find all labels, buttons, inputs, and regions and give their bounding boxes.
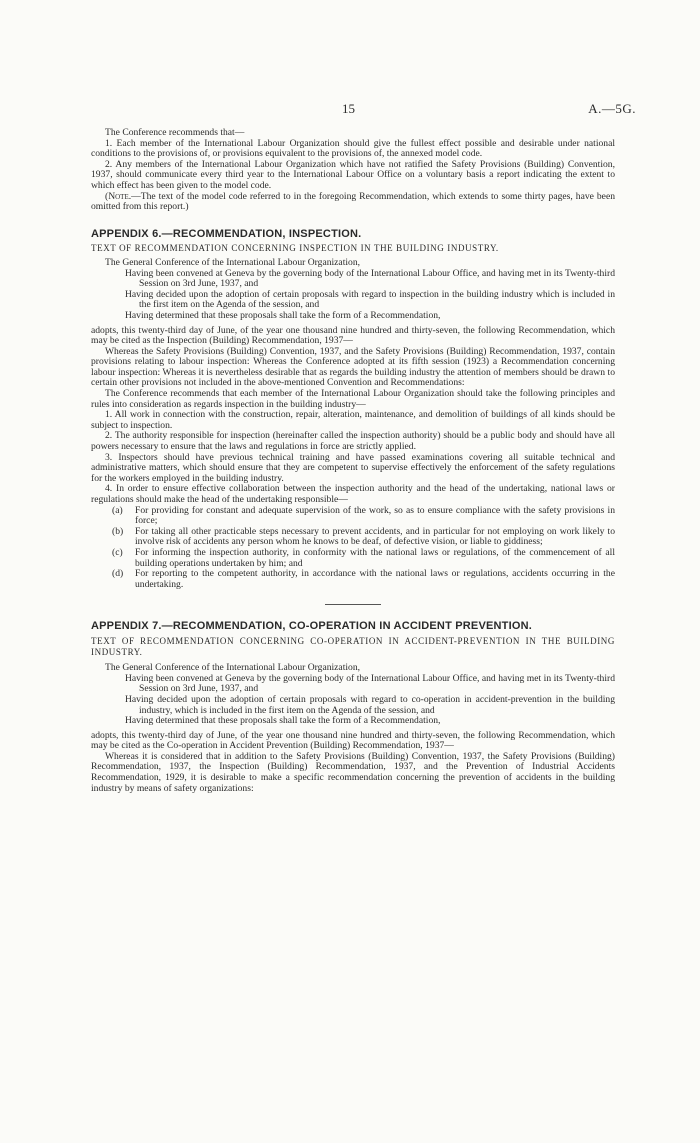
numbered-paragraph: 2. The authority responsible for inspection (hereinafter called the inspection authority) should be a public body and should have all powers necessary to ensure that the laws and regulations in force are strictly applied. <box>91 430 615 453</box>
page-body <box>91 128 615 794</box>
list-item <box>91 506 615 527</box>
page-header <box>0 101 700 117</box>
list-item <box>91 569 615 590</box>
preamble-paragraph: Having decided upon the adoption of certain proposals with regard to inspection in the building industry which is included in the first item on the Agenda of the session, and <box>125 288 615 311</box>
body-paragraph: The Conference recommends that each member of the International Labour Organization should take the following principles and rules into consideration as regards inspection in the building industry— <box>91 388 615 410</box>
numbered-paragraph: 4. In order to ensure effective collaboration between the inspection authority and the head of the undertaking, national laws or regulations should make the head of the undertaking responsible— <box>91 483 615 505</box>
numbered-paragraph: 1. All work in connection with the construction, repair, alteration, maintenance, and demolition of buildings of all kinds should be subject to inspection. <box>91 409 615 431</box>
appendix-7-title: APPENDIX 7.—RECOMMENDATION, CO-OPERATION IN ACCIDENT PREVENTION. <box>91 620 533 633</box>
intro-paragraph: The Conference recommends that— <box>105 127 245 138</box>
list-item <box>91 527 615 548</box>
note-text: —The text of the model code referred to in the foregoing Recommendation, which extends to some thirty pages, have been omitted from this report.) <box>91 190 615 213</box>
page-number: 15 <box>342 101 355 116</box>
appendix-6-subtitle: TEXT OF RECOMMENDATION CONCERNING INSPECTION IN THE BUILDING INDUSTRY. <box>91 243 499 254</box>
numbered-paragraph: 3. Inspectors should have previous technical training and have passed examinations covering all suitable technical and administrative matters, which should ensure that they are competent to supervise effectively the enforcement of the safety regulations for the workers employed in the building industry. <box>91 451 615 484</box>
preamble-paragraph: Having decided upon the adoption of certain proposals with regard to co-operation in accident-prevention in the building industry, which is included in the first item on the Agenda of the session, and <box>125 693 615 716</box>
appendix-6-title: APPENDIX 6.—RECOMMENDATION, INSPECTION. <box>91 227 362 240</box>
body-paragraph: Whereas it is considered that in addition to the Safety Provisions (Building) Convention, 1937, the Safety Provisions (Building) Recommendation, 1937, the Inspection (Building) Recommendation, 1937, and the Prevention of Industrial Accidents Recommendation, 1929, it is desirable to make a specific recommendation concerning the prevention of accidents in the building industry by means of safety organizations: <box>91 750 615 794</box>
body-paragraph: adopts, this twenty-third day of June, of the year one thousand nine hundred and thirty-seven, the following Recommendation, which may be cited as the Co-operation in Accident Prevention (Building) Recommendation, 1937— <box>91 729 615 752</box>
document-reference: A.—5G. <box>588 101 636 116</box>
intro-paragraph: 2. Any members of the International Labour Organization which have not ratified the Safety Provisions (Building) Convention, 1937, should communicate every third year to the International Labour Office on a voluntary basis a report indicating the extent to which effect has been given to the model code. <box>91 158 615 191</box>
intro-paragraph: 1. Each member of the International Labour Organization should give the fullest effect possible and desirable under national conditions to the provisions of, or provisions equivalent to the provisions of, the annexed model code. <box>91 137 615 160</box>
appendix-7-subtitle: TEXT OF RECOMMENDATION CONCERNING CO-OPERATION IN ACCIDENT-PREVENTION IN THE BUILDING INDUSTRY. <box>91 635 615 657</box>
list-item-text: For informing the inspection authority, in conformity with the national laws or regulations, of the commencement of all building operations undertaken by him; and <box>135 546 615 569</box>
note-label: (Note. <box>105 190 132 202</box>
body-paragraph: adopts, this twenty-third day of June, of the year one thousand nine hundred and thirty-seven, the following Recommendation, which may be cited as the Inspection (Building) Recommendation, 1937— <box>91 324 615 347</box>
preamble-paragraph: The General Conference of the International Labour Organization, <box>105 662 361 674</box>
preamble-paragraph: The General Conference of the International Labour Organization, <box>105 256 361 268</box>
body-paragraph: Whereas the Safety Provisions (Building) Convention, 1937, and the Safety Provisions (Building) Recommendation, 1937, contain provisions relating to labour inspection: Whereas the Conference adopted at its fifth session (1923) a Recommendation concerning labour inspection: Whereas it is nevertheless desirable that as regards the building industry the attention of members should be drawn to certain other provisions not included in the above-mentioned Convention and Recommendations: <box>91 345 615 389</box>
preamble-paragraph: Having determined that these proposals shall take the form of a Recommendation, <box>125 715 441 727</box>
list-item-label: (d) <box>112 568 124 580</box>
preamble-paragraph: Having been convened at Geneva by the governing body of the International Labour Office, and having met in its Twenty-third Session on 3rd June, 1937, and <box>125 672 615 695</box>
list-item <box>91 548 615 569</box>
list-item-text: For taking all other practicable steps necessary to prevent accidents, and in particular for not employing on work likely to involve risk of accidents any person whom he knows to be deaf, of defective vision, or liable to giddiness; <box>135 525 615 548</box>
list-item-label: (a) <box>112 504 123 516</box>
list-item-label: (c) <box>112 546 123 558</box>
editorial-note <box>91 192 615 213</box>
preamble-paragraph: Having determined that these proposals shall take the form of a Recommendation, <box>125 309 441 321</box>
list-item-label: (b) <box>112 525 124 537</box>
list-item-text: For providing for constant and adequate supervision of the work, so as to ensure compliance with the safety provisions in force; <box>135 504 615 527</box>
preamble-paragraph: Having been convened at Geneva by the governing body of the International Labour Office, and having met in its Twenty-third Session on 3rd June, 1937, and <box>125 267 615 290</box>
list-item-text: For reporting to the competent authority, in accordance with the national laws or regulations, accidents occurring in the undertaking. <box>135 568 615 590</box>
